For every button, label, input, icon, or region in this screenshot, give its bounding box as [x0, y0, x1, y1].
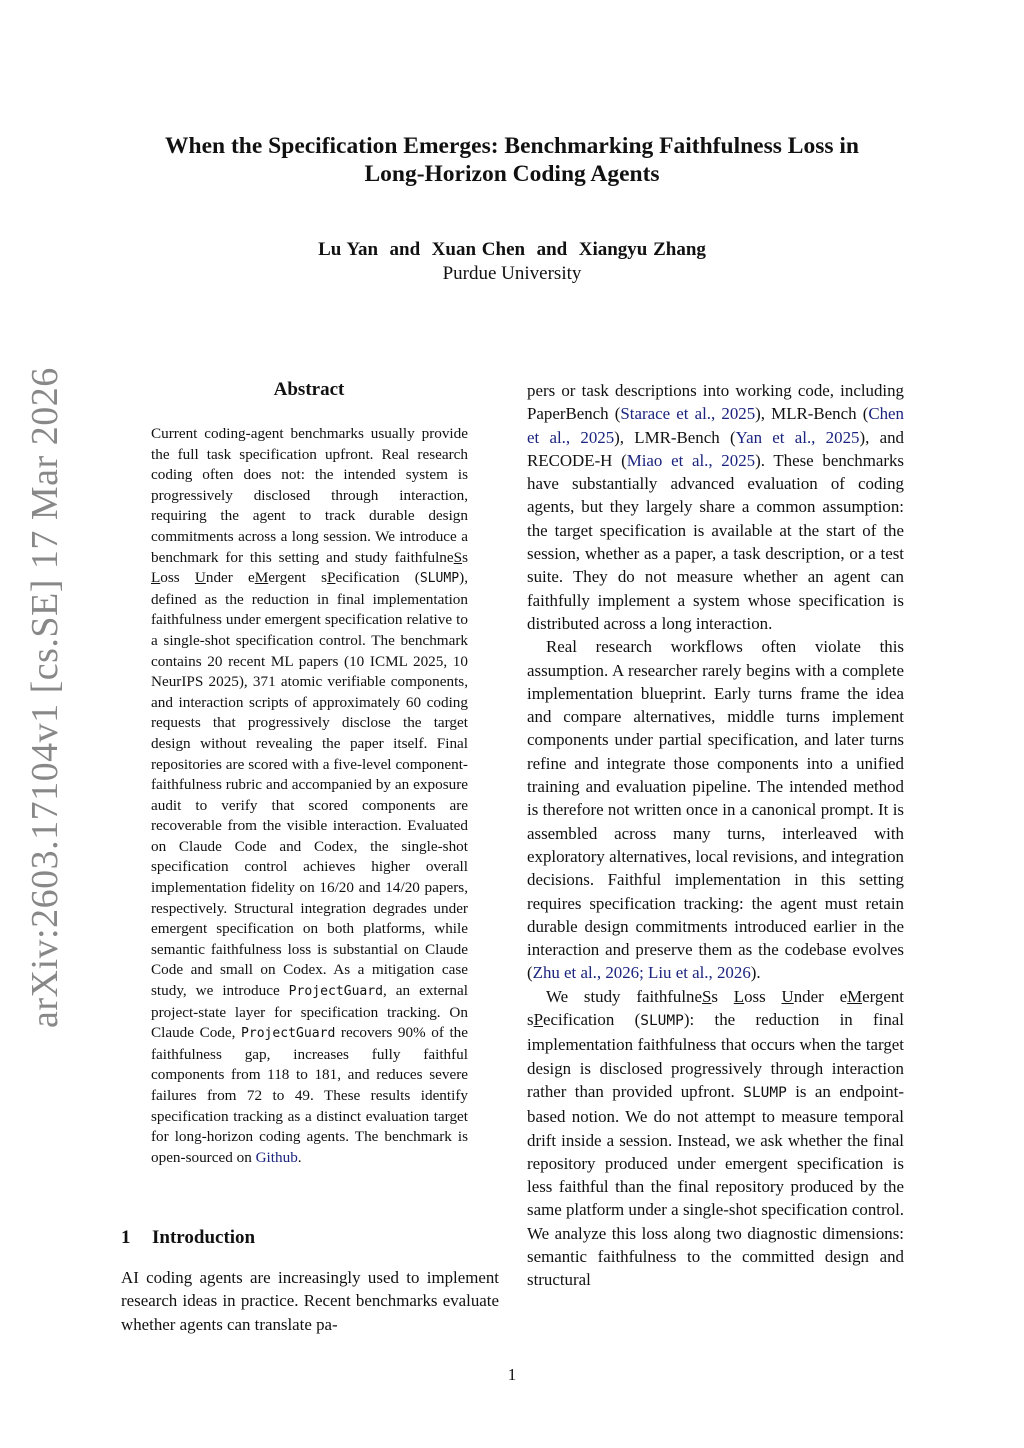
left-column-body	[121, 1266, 499, 1336]
author-list	[120, 238, 904, 262]
citation-separator: ;	[639, 963, 649, 983]
slump-acronym: SLUMP	[640, 1013, 684, 1030]
abstract-heading: Abstract	[273, 379, 345, 400]
intro-paragraph: Real research workflows often violate this assumption. A researcher rarely begins with a complete implementation blueprint. Early turns frame the idea and compare alternatives, middle turns implement components under partial specification, and later turns refine and integrate those components into a unified training and evaluation pipeline. The intended method is therefore not written once in a canonical prompt. It is assembled across many turns, interleaved with exploratory alternatives, local revisions, and integration decisions. Faithful implementation in this setting requires specification tracking: the agent must retain durable design commitments introduced earlier in the interaction and preserve them as the codebase evolves (Zhu et al., 2026; Liu et al., 2026).	[527, 637, 904, 983]
slump-acronym: SLUMP	[743, 1084, 787, 1101]
github-link[interactable]: Github	[255, 1148, 298, 1166]
citation-yan[interactable]: Yan et al., 2025	[735, 427, 860, 447]
abstract-body	[151, 424, 468, 1168]
citation-chen[interactable]: Chen et al., 2025	[527, 404, 904, 447]
section-title: Introduction	[152, 1227, 256, 1248]
author-2: Xuan Chen	[431, 239, 526, 260]
slump-acronym: SLUMP	[419, 571, 460, 587]
intro-paragraph: We study faithfulneSs Loss Under eMergent sPecification (SLUMP): the reduction in final implementation faithfulness that occurs when the target design is disclosed progressively through interaction rather than provided upfront. SLUMP is an endpoint-based notion. We do not attempt to measure temporal drift inside a session. Instead, we ask whether the final repository produced under emergent specification is less faithful than the final repository produced by the same platform under a single-shot specification control. We analyze this loss along two diagnostic dimensions: semantic faithfulness to the committed design and structural	[527, 986, 904, 1290]
page-number: 1	[507, 1365, 517, 1384]
author-separator: and	[536, 239, 568, 260]
arxiv-identifier-stamp: arXiv:2603.17104v1 [cs.SE] 17 Mar 2026	[24, 367, 66, 1028]
projectguard-name: ProjectGuard	[288, 984, 384, 1000]
intro-paragraph: AI coding agents are increasingly used to implement research ideas in practice. Recent benchmarks evaluate whether agents can translate pa-	[121, 1268, 499, 1334]
title-line-1: When the Specification Emerges: Benchmarking Faithfulness Loss in	[165, 133, 859, 159]
projectguard-name: ProjectGuard	[240, 1026, 336, 1042]
paper-title	[120, 132, 904, 188]
author-1: Lu Yan	[318, 239, 379, 260]
section-number: 1	[121, 1227, 131, 1248]
abstract-paragraph: Current coding-agent benchmarks usually provide the full task specification upfront. Real research coding often does not: the intended system is progressively disclosed through interaction, requiring the agent to track durable design commitments across a long session. We introduce a benchmark for this setting and study faithfulneSs Loss Under eMergent sPecification (SLUMP), defined as the reduction in final implementation faithfulness under emergent specification relative to a single-shot specification control. The benchmark contains 20 recent ML papers (10 ICML 2025, 10 NeurIPS 2025), 371 atomic verifiable components, and interaction scripts of approximately 60 coding requests that progressively disclose the target design without revealing the paper itself. Final repositories are scored with a five-level component-faithfulness rubric and accompanied by an exposure audit to verify that scored components are recoverable from the visible interaction. Evaluated on Claude Code and Codex, the single-shot specification control achieves higher overall implementation fidelity on 16/20 and 14/20 papers, respectively. Structural integration degrades under emergent specification on both platforms, while semantic faithfulness loss is substantial on Claude Code and small on Codex. As a mitigation case study, we introduce ProjectGuard, an external project-state layer for specification tracking. On Claude Code, ProjectGuard recovers 90% of the faithfulness gap, increases fully faithful components from 118 to 181, and reduces severe failures from 72 to 49. These results identify specification tracking as a distinct evaluation target for long-horizon coding agents. The benchmark is open-sourced on Github.	[151, 425, 469, 1166]
citation-starace[interactable]: Starace et al., 2025	[620, 404, 756, 424]
citation-liu[interactable]: Liu et al., 2026	[648, 963, 751, 983]
affiliation: Purdue University	[442, 263, 582, 284]
citation-zhu[interactable]: Zhu et al., 2026	[532, 963, 640, 983]
title-line-2: Long-Horizon Coding Agents	[364, 161, 660, 187]
intro-paragraph: pers or task descriptions into working code, including PaperBench (Starace et al., 2025), MLR-Bench (Chen et al., 2025), LMR-Bench (Yan et al., 2025), and RECODE-H (Miao et al., 2025). These benchmarks have substantially advanced evaluation of coding agents, but they largely share a common assumption: the target specification is available at the start of the session, whether as a paper, a task description, or a test suite. They do not measure whether an agent can faithfully implement a system whose specification is distributed across a long interaction.	[527, 381, 904, 633]
citation-miao[interactable]: Miao et al., 2025	[626, 450, 756, 470]
author-3: Xiangyu Zhang	[578, 239, 706, 260]
right-column-body	[527, 379, 904, 1292]
section-heading-introduction	[121, 1226, 499, 1250]
author-separator: and	[389, 239, 421, 260]
